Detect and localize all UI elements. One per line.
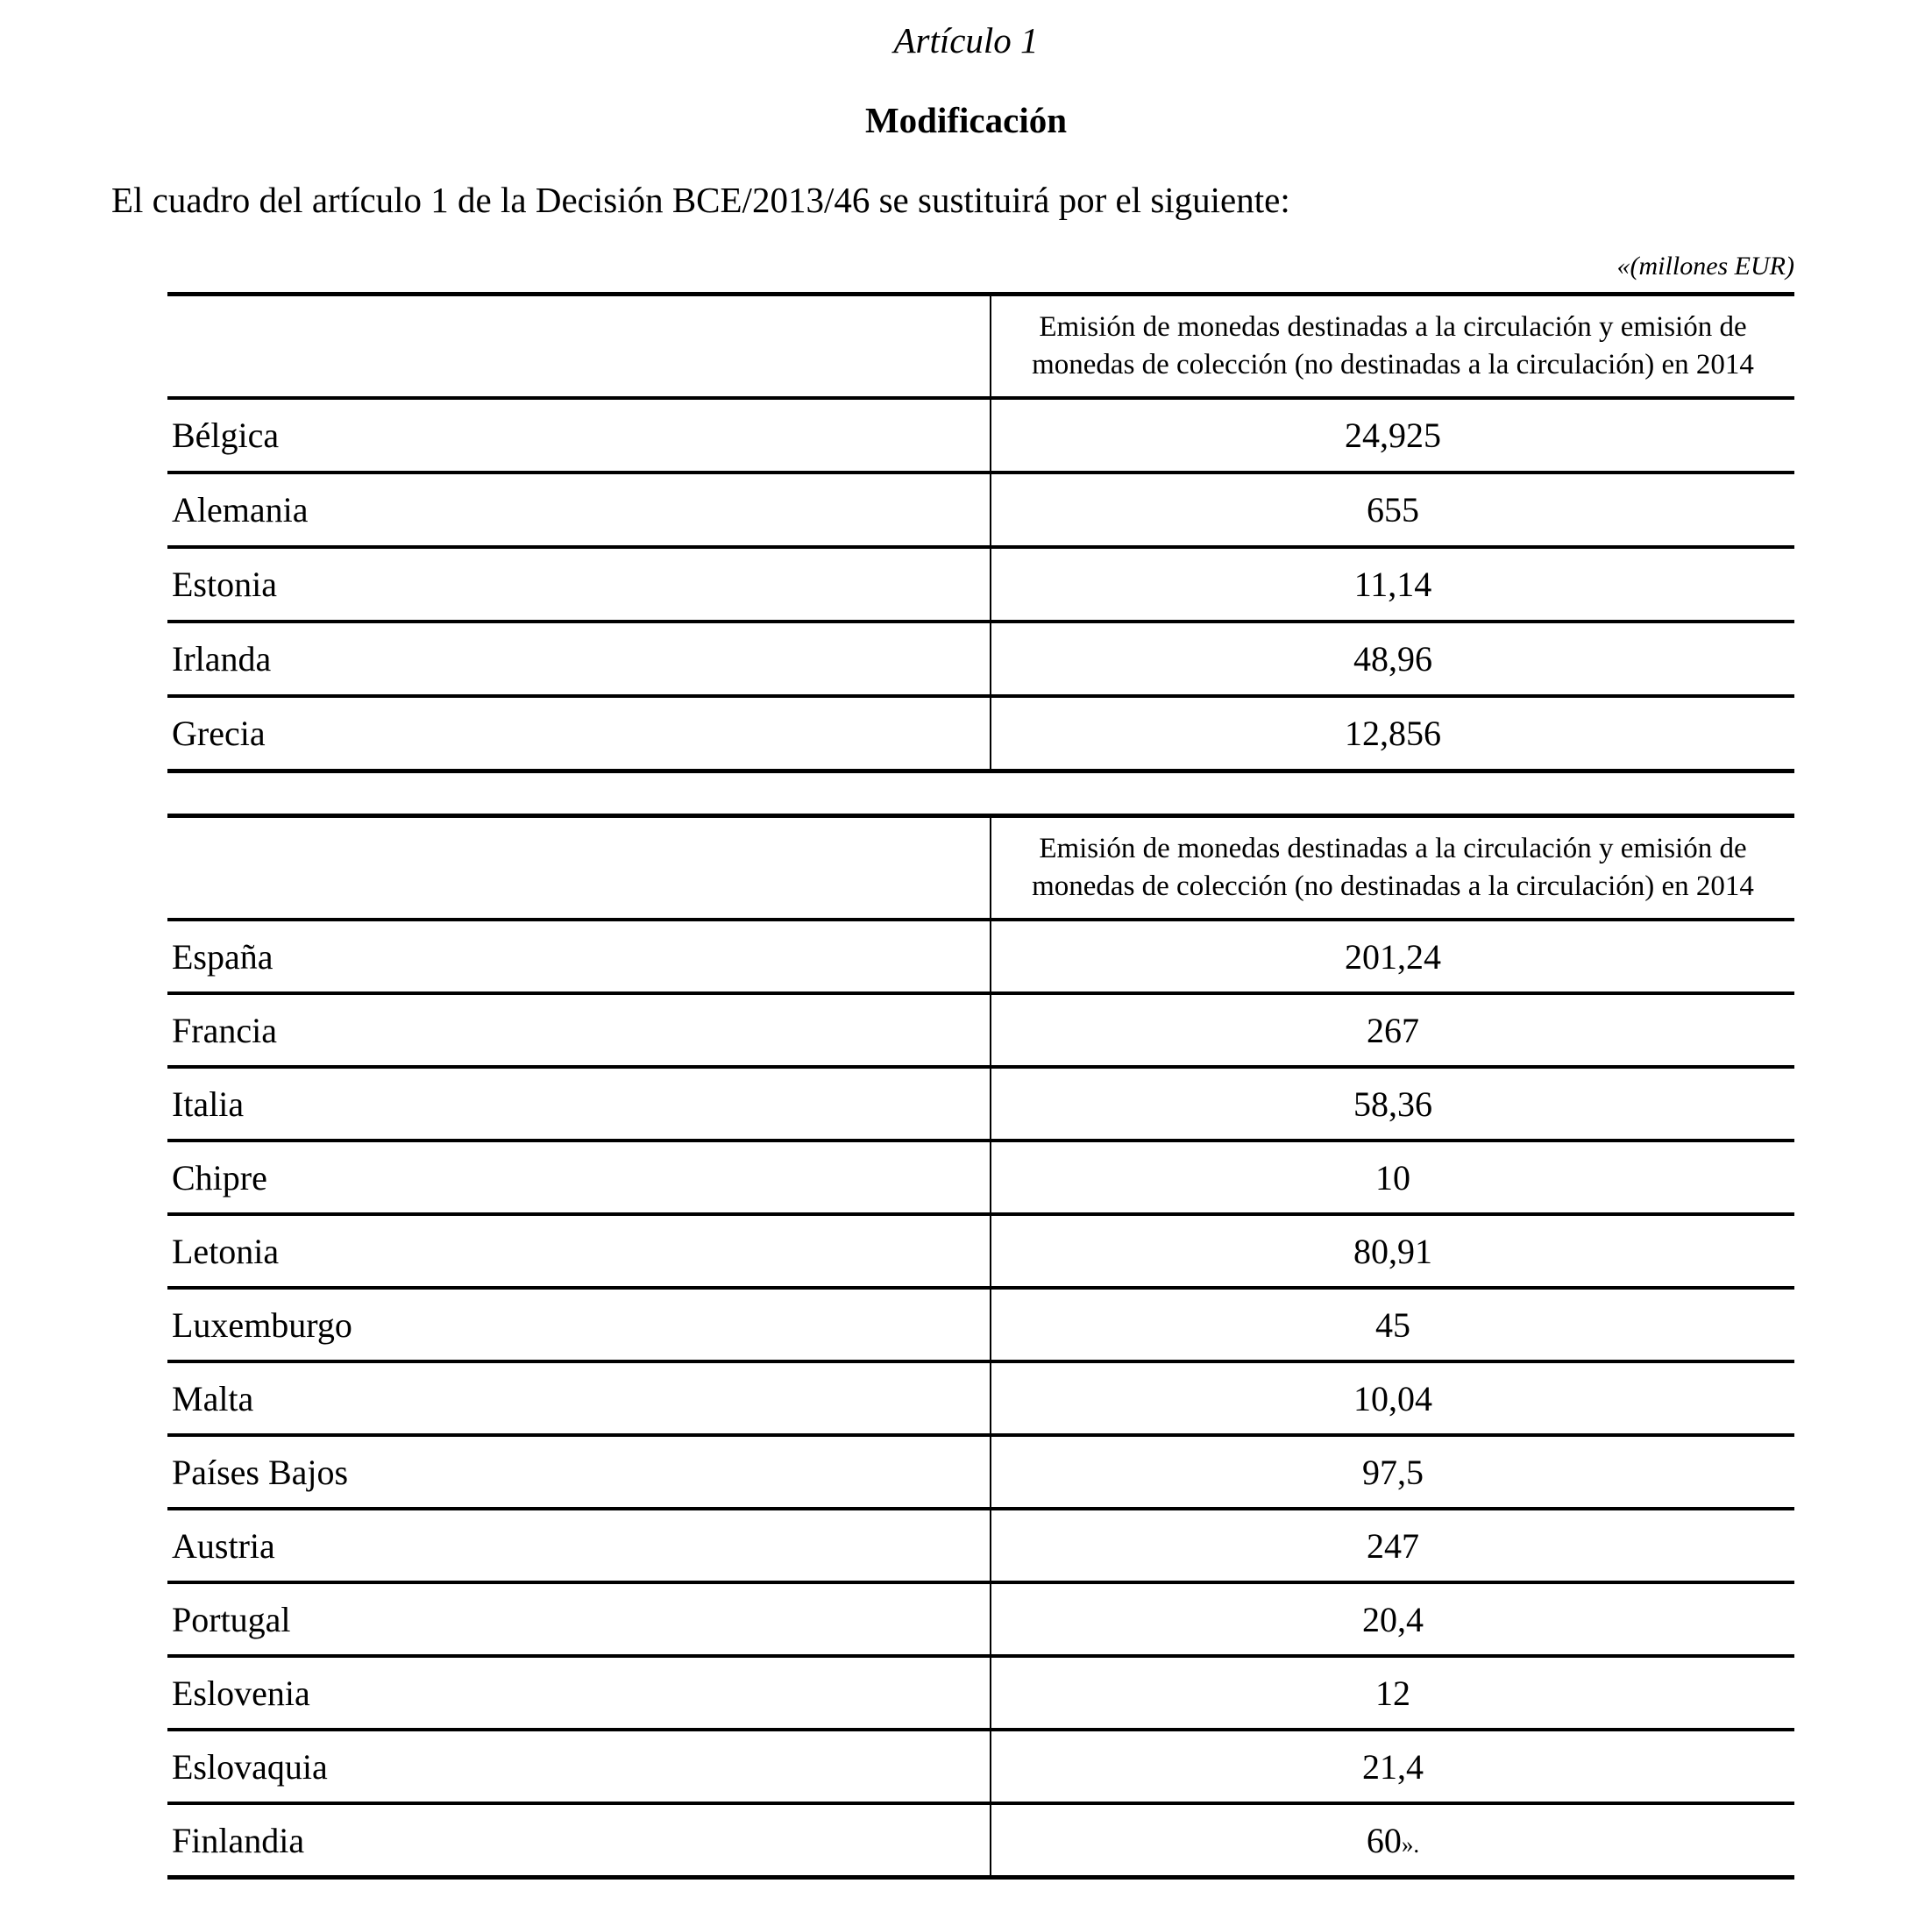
country-cell: Italia — [167, 1067, 991, 1141]
article-heading: Artículo 1 — [893, 20, 1039, 60]
value-cell — [991, 1803, 1794, 1878]
table-1-value-column-header — [991, 295, 1794, 399]
value-cell: 10,04 — [991, 1361, 1794, 1435]
value-cell: 267 — [991, 993, 1794, 1067]
value-cell: 58,36 — [991, 1067, 1794, 1141]
table-row — [167, 1141, 1794, 1214]
value-cell: 48,96 — [991, 622, 1794, 696]
table-row — [167, 473, 1794, 547]
table-row — [167, 1214, 1794, 1288]
coin-issuance-table-2 — [167, 814, 1794, 1880]
country-cell: Irlanda — [167, 622, 991, 696]
value-cell: 20,4 — [991, 1582, 1794, 1656]
country-cell: Alemania — [167, 473, 991, 547]
value-cell: 97,5 — [991, 1435, 1794, 1509]
value-cell: 10 — [991, 1141, 1794, 1214]
table-row — [167, 622, 1794, 696]
table-row — [167, 398, 1794, 473]
value-cell: 11,14 — [991, 547, 1794, 622]
table-row — [167, 1509, 1794, 1582]
country-cell: Francia — [167, 993, 991, 1067]
table-row — [167, 547, 1794, 622]
value-cell: 45 — [991, 1288, 1794, 1361]
header-line-1: Emisión de monedas destinadas a la circulación y emisión de — [1039, 833, 1747, 865]
value-cell: 201,24 — [991, 920, 1794, 993]
table-row — [167, 1288, 1794, 1361]
unit-note: «(millones EUR) — [1616, 252, 1794, 281]
country-cell: Austria — [167, 1509, 991, 1582]
closing-quote-mark: ». — [1401, 1830, 1420, 1858]
table-row — [167, 696, 1794, 771]
country-cell: Chipre — [167, 1141, 991, 1214]
value-cell: 21,4 — [991, 1730, 1794, 1803]
country-cell: Portugal — [167, 1582, 991, 1656]
country-cell: Países Bajos — [167, 1435, 991, 1509]
value-cell: 247 — [991, 1509, 1794, 1582]
table-2-header-row — [167, 816, 1794, 920]
table-1-header — [167, 295, 1794, 399]
country-cell: Eslovaquia — [167, 1730, 991, 1803]
table-row — [167, 1582, 1794, 1656]
value-cell: 655 — [991, 473, 1794, 547]
value-cell: 12 — [991, 1656, 1794, 1730]
table-row — [167, 1435, 1794, 1509]
section-heading: Modificación — [864, 100, 1068, 140]
intro-paragraph: El cuadro del artículo 1 de la Decisión BCE/2013/46 se sustituirá por el siguiente: — [111, 180, 1290, 220]
country-cell: España — [167, 920, 991, 993]
country-cell: Grecia — [167, 696, 991, 771]
country-cell: Malta — [167, 1361, 991, 1435]
table-row — [167, 1656, 1794, 1730]
country-cell: Letonia — [167, 1214, 991, 1288]
value-cell: 24,925 — [991, 398, 1794, 473]
table-row — [167, 920, 1794, 993]
country-cell: Estonia — [167, 547, 991, 622]
country-cell: Eslovenia — [167, 1656, 991, 1730]
table-row — [167, 1067, 1794, 1141]
table-row — [167, 1361, 1794, 1435]
country-cell: Luxemburgo — [167, 1288, 991, 1361]
table-2-corner-cell — [167, 816, 991, 920]
header-line-2: monedas de colección (no destinadas a la circulación) en 2014 — [1032, 349, 1754, 380]
country-cell: Bélgica — [167, 398, 991, 473]
table-1-header-row — [167, 295, 1794, 399]
table-1-corner-cell — [167, 295, 991, 399]
header-line-2: monedas de colección (no destinadas a la circulación) en 2014 — [1032, 871, 1754, 902]
table-2-body — [167, 920, 1794, 1878]
table-row — [167, 1803, 1794, 1878]
table-row — [167, 1730, 1794, 1803]
value-text: 60 — [1366, 1820, 1402, 1860]
header-line-1: Emisión de monedas destinadas a la circulación y emisión de — [1039, 311, 1747, 344]
value-cell: 80,91 — [991, 1214, 1794, 1288]
value-cell: 12,856 — [1345, 714, 1441, 753]
table-2-value-column-header — [991, 816, 1794, 920]
table-2-header — [167, 816, 1794, 920]
table-1-body — [167, 398, 1794, 771]
country-cell: Finlandia — [167, 1803, 991, 1878]
table-row — [167, 993, 1794, 1067]
coin-issuance-table-1 — [167, 292, 1794, 773]
